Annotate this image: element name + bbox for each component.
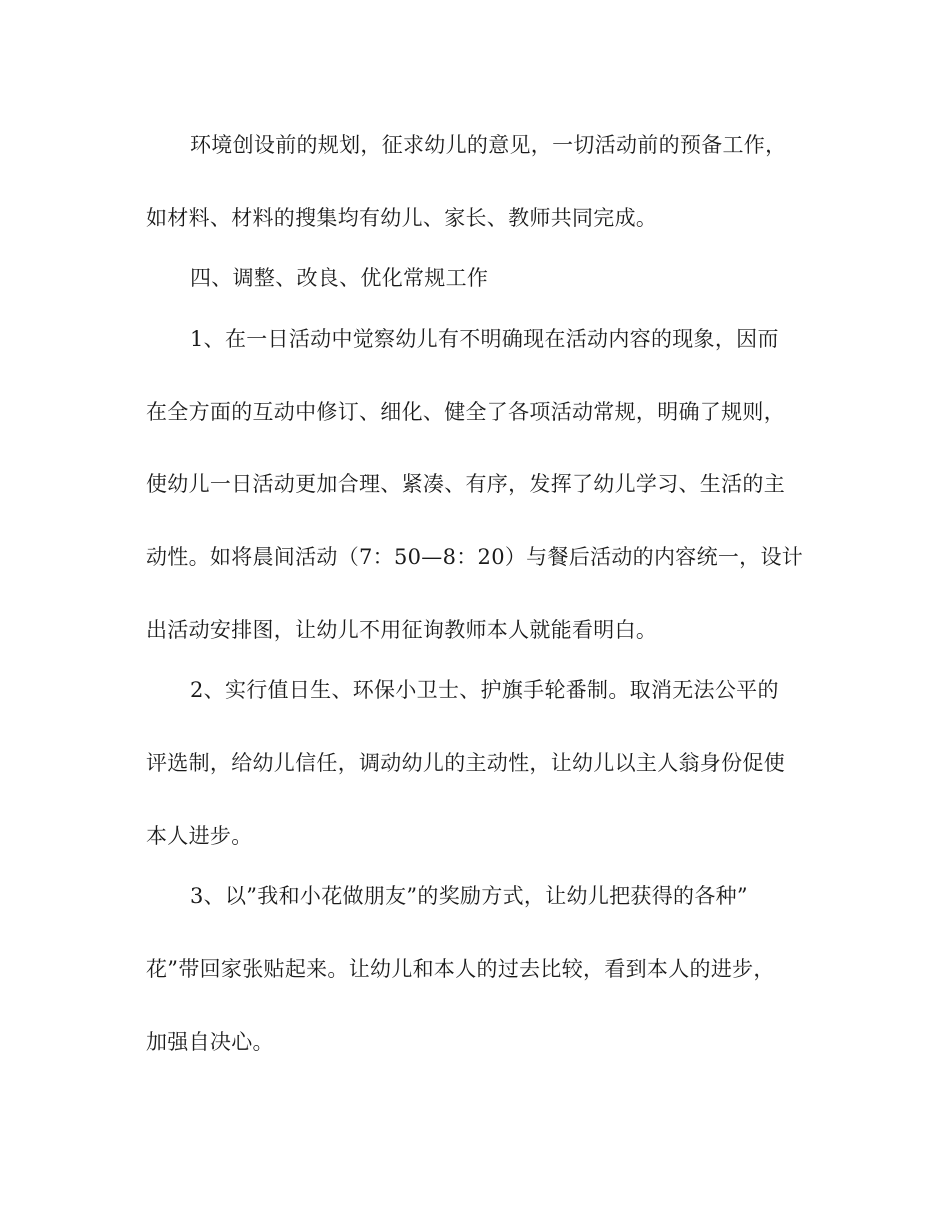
paragraph-line: 动性。如将晨间活动（7：50—8：20）与餐后活动的内容统一，设计	[146, 545, 804, 569]
paragraph-line: 本人进步。	[146, 824, 253, 848]
paragraph-line: 评选制，给幼儿信任，调动幼儿的主动性，让幼儿以主人翁身份促使	[146, 751, 785, 775]
paragraph-line: 1、在一日活动中觉察幼儿有不明确现在活动内容的现象，因而	[190, 327, 779, 351]
paragraph-line: 出活动安排图，让幼儿不用征询教师本人就能看明白。	[146, 618, 658, 642]
paragraph-line: 3、以”我和小花做朋友”的奖励方式，让幼儿把获得的各种”	[190, 884, 748, 908]
paragraph-line: 在全方面的互动中修订、细化、健全了各项活动常规，明确了规则，	[146, 400, 785, 424]
paragraph-line: 2、实行值日生、环保小卫士、护旗手轮番制。取消无法公平的	[190, 678, 779, 702]
section-heading: 四、调整、改良、优化常规工作	[190, 266, 489, 290]
paragraph-line: 环境创设前的规划，征求幼儿的意见，一切活动前的预备工作，	[190, 133, 787, 157]
paragraph-line: 加强自决心。	[146, 1030, 274, 1054]
paragraph-line: 花”带回家张贴起来。让幼儿和本人的过去比较，看到本人的进步，	[146, 957, 775, 981]
paragraph-line: 使幼儿一日活动更加合理、紧凑、有序，发挥了幼儿学习、生活的主	[146, 472, 785, 496]
paragraph-line: 如材料、材料的搜集均有幼儿、家长、教师共同完成。	[146, 206, 658, 230]
